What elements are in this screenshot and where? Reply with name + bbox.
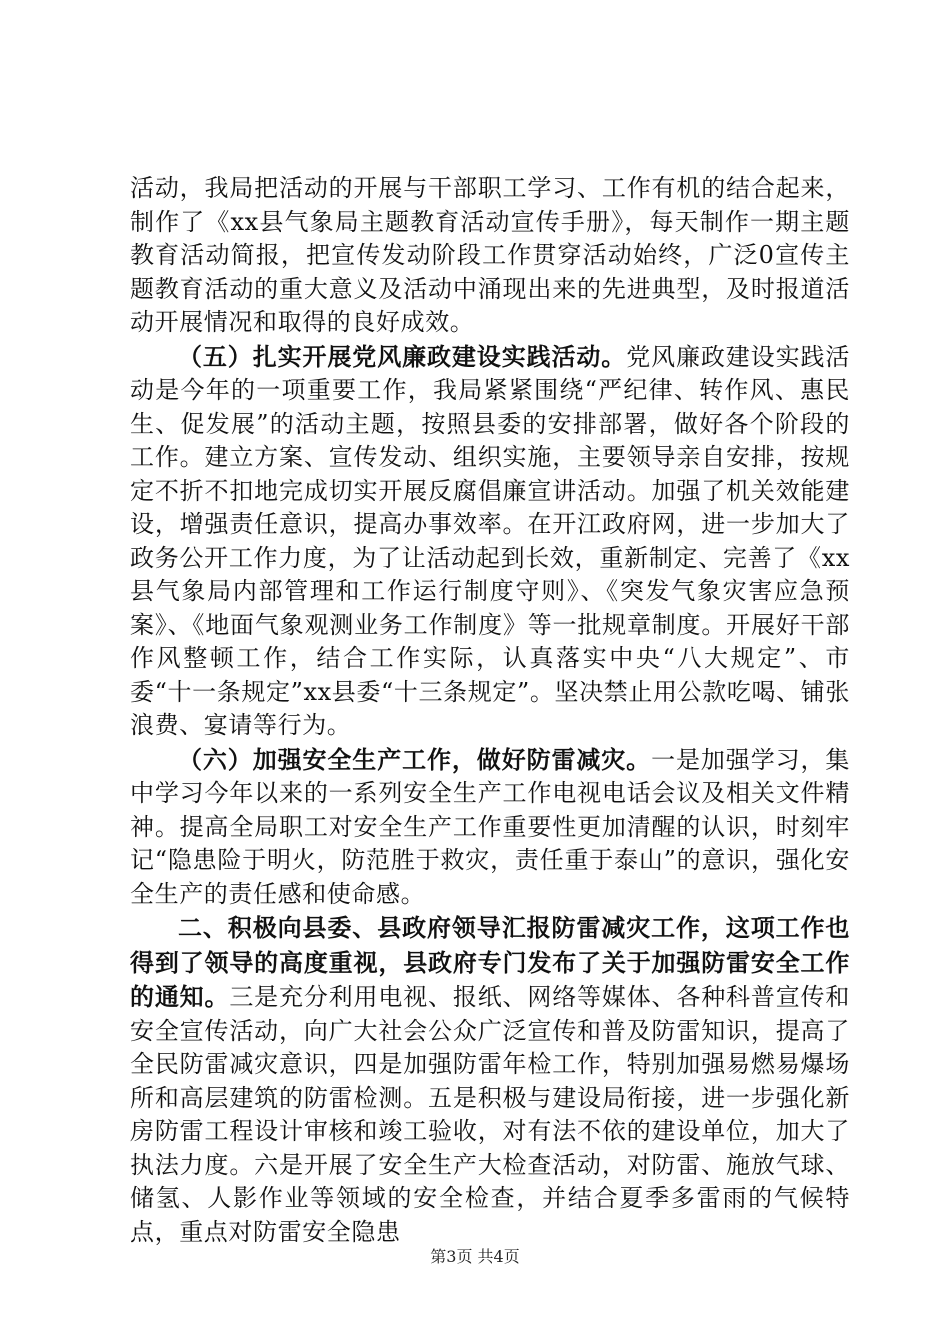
paragraph-text: 活动，我局把活动的开展与干部职工学习、工作有机的结合起来，制作了《xx县气象局主题教育活动宣传手册》，每天制作一期主题教育活动简报，把宣传发动阶段工作贯穿活动始终，广泛0宣传主题教育活动的重大意义及活动中涌现出来的先进典型，及时报道活动开展情况和取得的良好成效。 — [130, 174, 850, 336]
paragraph-section-two — [130, 911, 850, 1249]
document-body — [130, 172, 850, 1249]
paragraph-text: 一是加强学习，集中学习今年以来的一系列安全生产工作电视电话会议及相关文件精神。提高全局职工对安全生产工作重要性更加清醒的认识，时刻牢记“隐患险于明火，防范胜于救灾，责任重于泰山”的意识，强化安全生产的责任感和使命感。 — [130, 745, 850, 908]
paragraph-section-five — [130, 340, 850, 743]
section-heading-two: 二、积极向县委、县政府领导汇报防雷减灾工作，这项工作也得到了领导的高度重视，县政府专门发布了关于加强防雷安全工作的通知。 — [130, 913, 850, 1011]
section-heading-six: （六）加强安全生产工作，做好防雷减灾。 — [178, 744, 652, 774]
paragraph-section-six — [130, 743, 850, 912]
page-footer — [0, 1244, 950, 1267]
section-heading-five: （五）扎实开展党风廉政建设实践活动。 — [178, 341, 627, 371]
paragraph-text: 三是充分利用电视、报纸、网络等媒体、各种科普宣传和安全宣传活动，向广大社会公众广泛宣传和普及防雷知识，提高了全民防雷减灾意识，四是加强防雷年检工作，特别加强易燃易爆场所和高层建筑的防雷检测。五是积极与建设局衔接，进一步强化新房防雷工程设计审核和竣工验收，对有法不依的建设单位，加大了执法力度。六是开展了安全生产大检查活动，对防雷、施放气球、储氢、人影作业等领域的安全检查，并结合夏季多雷雨的气候特点，重点对防雷安全隐患 — [130, 983, 850, 1246]
paragraph-text: 党风廉政建设实践活动是今年的一项重要工作，我局紧紧围绕“严纪律、转作风、惠民生、促发展”的活动主题，按照县委的安排部署，做好各个阶段的工作。建立方案、宣传发动、组织实施，主要领导亲自安排，按规定不折不扣地完成切实开展反腐倡廉宣讲活动。加强了机关效能建设，增强责任意识，提高办事效率。在开江政府网，进一步加大了政务公开工作力度，为了让活动起到长效，重新制定、完善了《xx县气象局内部管理和工作运行制度守则》、《突发气象灾害应急预案》、《地面气象观测业务工作制度》等一批规章制度。开展好干部作风整顿工作，结合工作实际，认真落实中央“八大规定”、市委“十一条规定”xx县委“十三条规定”。坚决禁止用公款吃喝、铺张浪费、宴请等行为。 — [130, 342, 850, 739]
paragraph-continued — [130, 172, 850, 340]
page-number-label: 第3页 共4页 — [430, 1247, 520, 1266]
